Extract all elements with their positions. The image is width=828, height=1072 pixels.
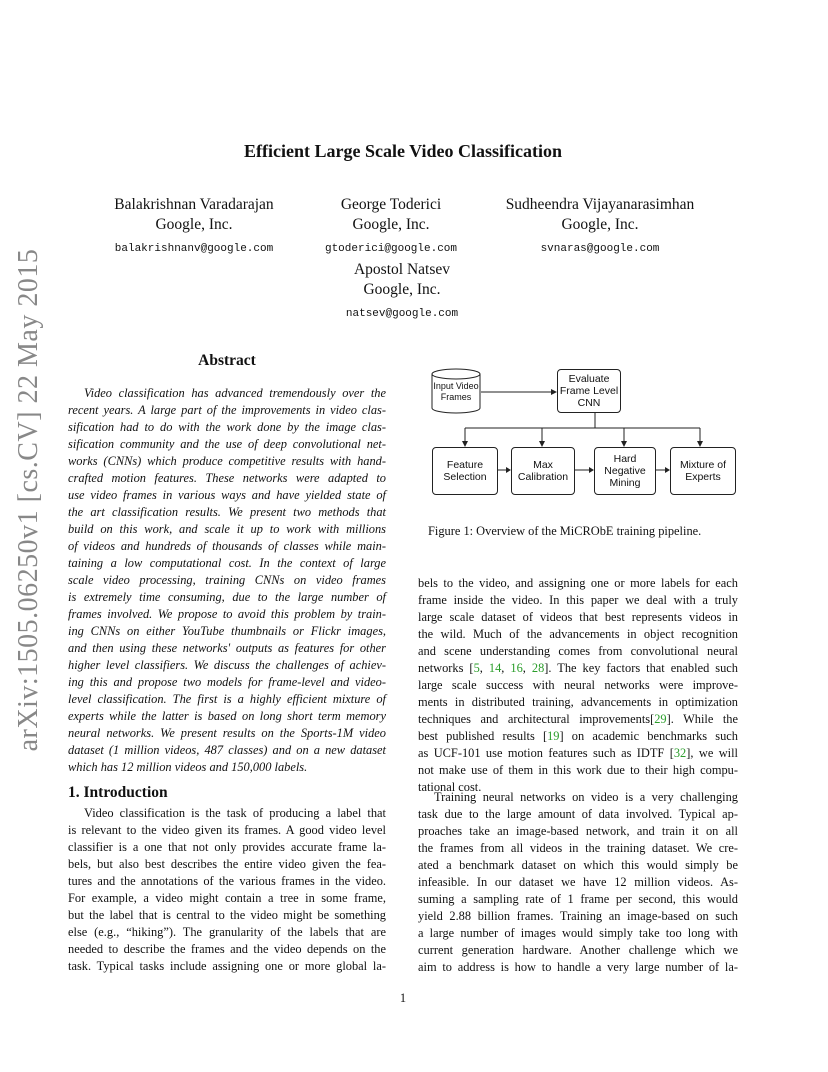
text-fragment: ]. The key factors that enabled such bbox=[544, 661, 738, 675]
box-evaluate-cnn: Evaluate Frame Level CNN bbox=[557, 369, 621, 413]
text-line: tational cost. bbox=[418, 780, 482, 794]
text-line-with-citations bbox=[418, 745, 738, 762]
text-line: task due to the large amount of data involved. Typical ap- bbox=[418, 807, 738, 821]
author-affiliation: Google, Inc. bbox=[561, 216, 639, 233]
text-line-with-citations bbox=[418, 711, 738, 728]
text-line: current generation hardware. Another challenge which we bbox=[418, 943, 738, 957]
text-line: but the label that is central to the video might be something bbox=[68, 908, 386, 922]
text-line: which has 12 million videos and 150,000 labels. bbox=[68, 760, 308, 774]
author-email[interactable]: svnaras@google.com bbox=[540, 243, 660, 255]
page-number: 1 bbox=[399, 991, 407, 1005]
author-email[interactable]: gtoderici@google.com bbox=[324, 243, 458, 255]
text-line: scale video processing, training CNNs on video frames bbox=[68, 573, 386, 587]
text-line: sification had to do with the work done by the image clas- bbox=[68, 420, 386, 434]
text-line: taining a low computational cost. In the context of large bbox=[68, 556, 386, 570]
text-fragment: ] on academic benchmarks such bbox=[559, 729, 738, 743]
text-line: frames involved. We propose to avoid this problem by train- bbox=[68, 607, 386, 621]
text-line: ments in distributed training, advancements in optimization bbox=[418, 695, 738, 709]
box-max-calibration: Max Calibration bbox=[511, 447, 575, 495]
text-line: the art classification results. We present two methods that bbox=[68, 505, 386, 519]
text-line: higher level classifiers. We discuss the challenges of achiev- bbox=[68, 658, 386, 672]
citation-link[interactable]: 5 bbox=[473, 661, 480, 675]
text-line: large scale success with neural networks were improve- bbox=[418, 678, 738, 692]
text-line: ing this and propose two models for frame-level and video- bbox=[68, 675, 386, 689]
text-line: level classification. The first is a highly efficient mixture of bbox=[68, 692, 386, 706]
author-block-3 bbox=[490, 195, 710, 259]
citation-link[interactable]: 28 bbox=[531, 661, 545, 675]
right-column-para-1 bbox=[418, 575, 738, 796]
text-line: large scale dataset of videos that best represents videos in bbox=[418, 610, 738, 624]
text-line: recent years. A large part of the improvements in video clas- bbox=[68, 403, 386, 417]
intro-heading: 1. Introduction bbox=[68, 784, 168, 801]
text-line: build on this work, and scale it up to work with millions bbox=[68, 522, 386, 536]
text-line: is extremely time consuming, due to the large number of bbox=[68, 590, 386, 604]
text-line: Video classification is the task of producing a label that bbox=[84, 806, 386, 820]
citation-link[interactable]: 19 bbox=[547, 729, 560, 743]
text-line-with-citations bbox=[418, 728, 738, 745]
text-line: is relevant to the video given its frames. A good video level bbox=[68, 823, 386, 837]
text-line: Training neural networks on video is a very challenging bbox=[434, 790, 738, 804]
text-line: of videos and hundreds of thousands of classes while main- bbox=[68, 539, 386, 553]
text-line: and then using these networks' outputs as features for other bbox=[68, 641, 386, 655]
text-line: else (e.g., “hiking”). The granularity of the labels that are bbox=[68, 925, 386, 939]
box-hard-negative-mining: Hard Negative Mining bbox=[594, 447, 656, 495]
text-line: works (CNNs) which produce competitive results with hand- bbox=[68, 454, 386, 468]
author-affiliation: Google, Inc. bbox=[352, 216, 430, 233]
text-line: frame inside the video. In this paper we deal with a truly bbox=[418, 593, 738, 607]
author-name: Apostol Natsev bbox=[353, 261, 450, 278]
text-line: use video frames in various ways and have yielded state of bbox=[68, 488, 386, 502]
text-line: bels to the video, and assigning one or more labels for each bbox=[418, 576, 738, 590]
figure-1-caption: Figure 1: Overview of the MiCRObE training pipeline. bbox=[428, 524, 702, 538]
figure-1-diagram bbox=[418, 362, 744, 502]
author-name: Sudheendra Vijayanarasimhan bbox=[505, 196, 695, 213]
text-line: ing CNNs on either YouTube thumbnails or Flickr images, bbox=[68, 624, 386, 638]
text-line: neural networks. We present results on the Sports-1M video bbox=[68, 726, 386, 740]
author-email[interactable]: balakrishnanv@google.com bbox=[114, 243, 274, 255]
abstract-body bbox=[68, 385, 386, 776]
text-line: classifier is a one that not only provides accurate frame la- bbox=[68, 840, 386, 854]
text-line: the frames from all videos in the training dataset. We cre- bbox=[418, 841, 738, 855]
author-name: Balakrishnan Varadarajan bbox=[114, 196, 274, 213]
text-line: experts while the latter is based on long short term memory bbox=[68, 709, 386, 723]
text-line: not make use of them in this work due to their high compu- bbox=[418, 763, 738, 777]
text-line: infeasible. In our dataset we have 12 million videos. As- bbox=[418, 875, 738, 889]
text-line: yield 2.88 billion frames. Training an image-based on such bbox=[418, 909, 738, 923]
box-mixture-of-experts: Mixture of Experts bbox=[670, 447, 736, 495]
text-line: crafted motion features. These networks were adapted to bbox=[68, 471, 386, 485]
text-line: the wild. Much of the advancements in object recognition bbox=[418, 627, 738, 641]
text-line: tures and the annotations of the various frames in the video. bbox=[68, 874, 386, 888]
text-fragment: networks [ bbox=[418, 661, 474, 675]
text-fragment: ], we will bbox=[686, 746, 738, 760]
text-line: needed to describe the frames and the video depends on the bbox=[68, 942, 386, 956]
text-line-with-citations: networks [5, 14, 16, 28]. The key factors that enabled such bbox=[418, 661, 738, 675]
citation-link[interactable]: 29 bbox=[654, 712, 667, 726]
text-line: Video classification has advanced tremendously over the bbox=[84, 386, 386, 400]
text-line: aim to address is how to handle a very large number of la- bbox=[418, 960, 738, 974]
text-line: and scene understanding comes from convolutional neural bbox=[418, 644, 738, 658]
text-line: proaches take an image-based network, and train it on all bbox=[418, 824, 738, 838]
text-line: sification community and the use of deep convolutional net- bbox=[68, 437, 386, 451]
text-fragment: as UCF-101 use motion features such as IDTF [ bbox=[418, 746, 674, 760]
author-name: George Toderici bbox=[340, 196, 442, 213]
box-feature-selection: Feature Selection bbox=[432, 447, 498, 495]
text-line: ated a benchmark dataset on which this would simply be bbox=[418, 858, 738, 872]
text-line: dataset (1 million videos, 487 classes) and on a new dataset bbox=[68, 743, 386, 757]
text-line: bels, but also best describes the entire video given the fea- bbox=[68, 857, 386, 871]
arxiv-stamp bbox=[4, 248, 54, 752]
text-line: For example, a video might contain a tree in some frame, bbox=[68, 891, 386, 905]
text-line: a large number of images would simply take too long with bbox=[418, 926, 738, 940]
author-email[interactable]: natsev@google.com bbox=[345, 308, 459, 320]
citation-link[interactable]: 14 bbox=[488, 661, 502, 675]
abstract-heading: Abstract bbox=[198, 352, 256, 369]
intro-body bbox=[68, 805, 386, 975]
right-column-para-2 bbox=[418, 789, 738, 976]
author-affiliation: Google, Inc. bbox=[155, 216, 233, 233]
citation-link[interactable]: 16 bbox=[510, 661, 523, 675]
text-line: task. Typical tasks include assigning one or more global la- bbox=[68, 959, 386, 973]
text-fragment: best published results [ bbox=[418, 729, 548, 743]
text-fragment: ]. While the bbox=[666, 712, 738, 726]
box-input-video-frames: Input Video Frames bbox=[433, 381, 479, 402]
paper-title: Efficient Large Scale Video Classification bbox=[244, 141, 562, 161]
author-affiliation: Google, Inc. bbox=[363, 281, 441, 298]
text-fragment: techniques and architectural improvements[ bbox=[418, 712, 655, 726]
author-block-2 bbox=[301, 195, 481, 259]
text-line: suming a sampling rate of 1 frame per second, this would bbox=[418, 892, 738, 906]
citation-link[interactable]: 32 bbox=[673, 746, 687, 760]
author-block-1 bbox=[94, 195, 294, 259]
arxiv-stamp-text: arXiv:1505.06250v1 [cs.CV] 22 May 2015 bbox=[13, 248, 44, 752]
author-block-4 bbox=[312, 260, 492, 324]
